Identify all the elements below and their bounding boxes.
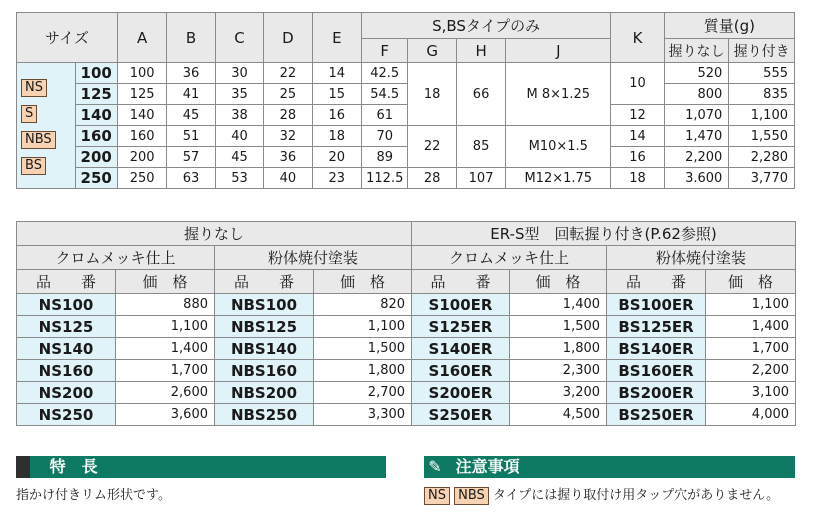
part-number: BS100ER xyxy=(607,294,706,316)
c-cell: 45 xyxy=(215,147,263,168)
powder-finish-header: 粉体焼付塗装 xyxy=(607,246,796,270)
k-cell: 16 xyxy=(611,147,664,168)
k-cell: 14 xyxy=(611,126,664,147)
a-cell: 200 xyxy=(117,147,166,168)
b-cell: 36 xyxy=(167,63,215,84)
part-number: NS160 xyxy=(17,360,116,382)
badge-ns: NS xyxy=(424,487,450,505)
price-value: 1,800 xyxy=(510,338,607,360)
price-value: 3,100 xyxy=(706,382,796,404)
part-number: NBS250 xyxy=(215,404,314,426)
price-value: 1,400 xyxy=(116,338,215,360)
c-cell: 35 xyxy=(215,84,263,105)
b-cell: 41 xyxy=(167,84,215,105)
heading-marker xyxy=(16,456,30,478)
c-cell: 30 xyxy=(215,63,263,84)
price-value: 3,600 xyxy=(116,404,215,426)
e-cell: 20 xyxy=(312,147,361,168)
size-cell: 250 xyxy=(75,168,117,189)
price-value: 2,700 xyxy=(314,382,412,404)
j-cell: M10×1.5 xyxy=(506,126,611,168)
e-cell: 16 xyxy=(312,105,361,126)
type-badges xyxy=(17,63,76,189)
e-cell: 18 xyxy=(312,126,361,147)
col-c-header: C xyxy=(215,13,263,63)
price-value: 1,400 xyxy=(510,294,607,316)
price-header: 価 格 xyxy=(510,270,607,294)
price-header: 価 格 xyxy=(314,270,412,294)
part-number: S160ER xyxy=(412,360,510,382)
size-cell: 125 xyxy=(75,84,117,105)
er-s-header: ER-S型 回転握り付き(P.62参照) xyxy=(412,222,796,246)
col-h-header: H xyxy=(456,39,505,63)
mass-no-grip-header: 握りなし xyxy=(664,39,729,63)
col-b-header: B xyxy=(167,13,215,63)
price-value: 1,100 xyxy=(116,316,215,338)
price-value: 1,800 xyxy=(314,360,412,382)
part-number: BS200ER xyxy=(607,382,706,404)
g-cell: 28 xyxy=(408,168,456,189)
d-cell: 32 xyxy=(264,126,312,147)
price-value: 1,400 xyxy=(706,316,796,338)
mass-no-grip-cell: 520 xyxy=(664,63,729,84)
size-cell: 140 xyxy=(75,105,117,126)
col-g-header: G xyxy=(408,39,456,63)
mass-grip-cell: 835 xyxy=(729,84,795,105)
no-grip-header: 握りなし xyxy=(17,222,412,246)
badge-s: S xyxy=(21,105,37,123)
part-no-header: 品 番 xyxy=(215,270,314,294)
part-number: NBS140 xyxy=(215,338,314,360)
col-e-header: E xyxy=(312,13,361,63)
k-cell: 12 xyxy=(611,105,664,126)
part-number: NS140 xyxy=(17,338,116,360)
a-cell: 100 xyxy=(117,63,166,84)
price-value: 1,100 xyxy=(706,294,796,316)
part-number: NS250 xyxy=(17,404,116,426)
notes-heading xyxy=(424,456,795,478)
h-cell: 107 xyxy=(456,168,505,189)
notes-title: 注意事項 xyxy=(455,457,520,476)
price-value: 2,600 xyxy=(116,382,215,404)
pencil-icon: ✎ xyxy=(428,457,442,476)
f-cell: 70 xyxy=(362,126,408,147)
mass-no-grip-cell: 1,070 xyxy=(664,105,729,126)
b-cell: 57 xyxy=(167,147,215,168)
powder-finish-header: 粉体焼付塗装 xyxy=(215,246,412,270)
e-cell: 14 xyxy=(312,63,361,84)
price-value: 1,100 xyxy=(314,316,412,338)
c-cell: 38 xyxy=(215,105,263,126)
features-heading xyxy=(16,456,386,478)
price-value: 1,700 xyxy=(706,338,796,360)
k-cell: 18 xyxy=(611,168,664,189)
part-number: S100ER xyxy=(412,294,510,316)
d-cell: 36 xyxy=(264,147,312,168)
chrome-finish-header: クロムメッキ仕上 xyxy=(412,246,607,270)
part-number: S140ER xyxy=(412,338,510,360)
a-cell: 140 xyxy=(117,105,166,126)
j-cell: M 8×1.25 xyxy=(506,63,611,126)
c-cell: 53 xyxy=(215,168,263,189)
col-k-header: K xyxy=(611,13,664,63)
d-cell: 28 xyxy=(264,105,312,126)
price-value: 3,300 xyxy=(314,404,412,426)
part-number: NBS125 xyxy=(215,316,314,338)
price-value: 820 xyxy=(314,294,412,316)
mass-grip-cell: 1,100 xyxy=(729,105,795,126)
mass-no-grip-cell: 3.600 xyxy=(664,168,729,189)
d-cell: 22 xyxy=(264,63,312,84)
e-cell: 15 xyxy=(312,84,361,105)
col-j-header: J xyxy=(506,39,611,63)
mass-grip-cell: 1,550 xyxy=(729,126,795,147)
b-cell: 45 xyxy=(167,105,215,126)
part-no-header: 品 番 xyxy=(17,270,116,294)
price-value: 2,200 xyxy=(706,360,796,382)
part-number: BS125ER xyxy=(607,316,706,338)
g-cell: 22 xyxy=(408,126,456,168)
badge-nbs: NBS xyxy=(454,487,489,505)
part-number: BS160ER xyxy=(607,360,706,382)
mass-no-grip-cell: 800 xyxy=(664,84,729,105)
features-title: 特 長 xyxy=(49,457,98,476)
a-cell: 160 xyxy=(117,126,166,147)
size-header: サイズ xyxy=(17,13,118,63)
part-number: NS200 xyxy=(17,382,116,404)
part-number: NS125 xyxy=(17,316,116,338)
price-header: 価 格 xyxy=(116,270,215,294)
price-table xyxy=(16,221,796,426)
price-header: 価 格 xyxy=(706,270,796,294)
mass-header: 質量(g) xyxy=(664,13,794,39)
mass-grip-header: 握り付き xyxy=(729,39,795,63)
a-cell: 250 xyxy=(117,168,166,189)
mass-grip-cell: 2,280 xyxy=(729,147,795,168)
b-cell: 51 xyxy=(167,126,215,147)
badge-nbs: NBS xyxy=(21,131,56,149)
spec-table xyxy=(16,12,795,189)
size-cell: 200 xyxy=(75,147,117,168)
d-cell: 25 xyxy=(264,84,312,105)
b-cell: 63 xyxy=(167,168,215,189)
part-number: S250ER xyxy=(412,404,510,426)
part-number: BS140ER xyxy=(607,338,706,360)
price-value: 1,500 xyxy=(314,338,412,360)
notes-text-line xyxy=(424,484,779,505)
g-cell: 18 xyxy=(408,63,456,126)
notes-text: タイプには握り取付け用タップ穴がありません。 xyxy=(492,488,780,503)
k-cell: 10 xyxy=(611,63,664,105)
price-value: 4,500 xyxy=(510,404,607,426)
price-value: 880 xyxy=(116,294,215,316)
part-number: BS250ER xyxy=(607,404,706,426)
sbs-only-header: S,BSタイプのみ xyxy=(362,13,611,39)
h-cell: 66 xyxy=(456,63,505,126)
part-number: S200ER xyxy=(412,382,510,404)
size-cell: 160 xyxy=(75,126,117,147)
mass-grip-cell: 555 xyxy=(729,63,795,84)
part-no-header: 品 番 xyxy=(607,270,706,294)
mass-no-grip-cell: 2,200 xyxy=(664,147,729,168)
features-text: 指かけ付きリム形状です。 xyxy=(16,488,171,503)
badge-bs: BS xyxy=(21,157,46,175)
badge-ns: NS xyxy=(21,79,47,97)
col-f-header: F xyxy=(362,39,408,63)
part-number: NBS160 xyxy=(215,360,314,382)
part-number: S125ER xyxy=(412,316,510,338)
f-cell: 89 xyxy=(362,147,408,168)
mass-grip-cell: 3,770 xyxy=(729,168,795,189)
f-cell: 42.5 xyxy=(362,63,408,84)
col-d-header: D xyxy=(264,13,312,63)
part-number: NS100 xyxy=(17,294,116,316)
price-value: 4,000 xyxy=(706,404,796,426)
size-cell: 100 xyxy=(75,63,117,84)
part-number: NBS100 xyxy=(215,294,314,316)
price-value: 3,200 xyxy=(510,382,607,404)
price-value: 2,300 xyxy=(510,360,607,382)
e-cell: 23 xyxy=(312,168,361,189)
f-cell: 112.5 xyxy=(362,168,408,189)
c-cell: 40 xyxy=(215,126,263,147)
part-number: NBS200 xyxy=(215,382,314,404)
f-cell: 54.5 xyxy=(362,84,408,105)
f-cell: 61 xyxy=(362,105,408,126)
a-cell: 125 xyxy=(117,84,166,105)
col-a-header: A xyxy=(117,13,166,63)
d-cell: 40 xyxy=(264,168,312,189)
j-cell: M12×1.75 xyxy=(506,168,611,189)
mass-no-grip-cell: 1,470 xyxy=(664,126,729,147)
price-value: 1,700 xyxy=(116,360,215,382)
price-value: 1,500 xyxy=(510,316,607,338)
chrome-finish-header: クロムメッキ仕上 xyxy=(17,246,215,270)
part-no-header: 品 番 xyxy=(412,270,510,294)
h-cell: 85 xyxy=(456,126,505,168)
